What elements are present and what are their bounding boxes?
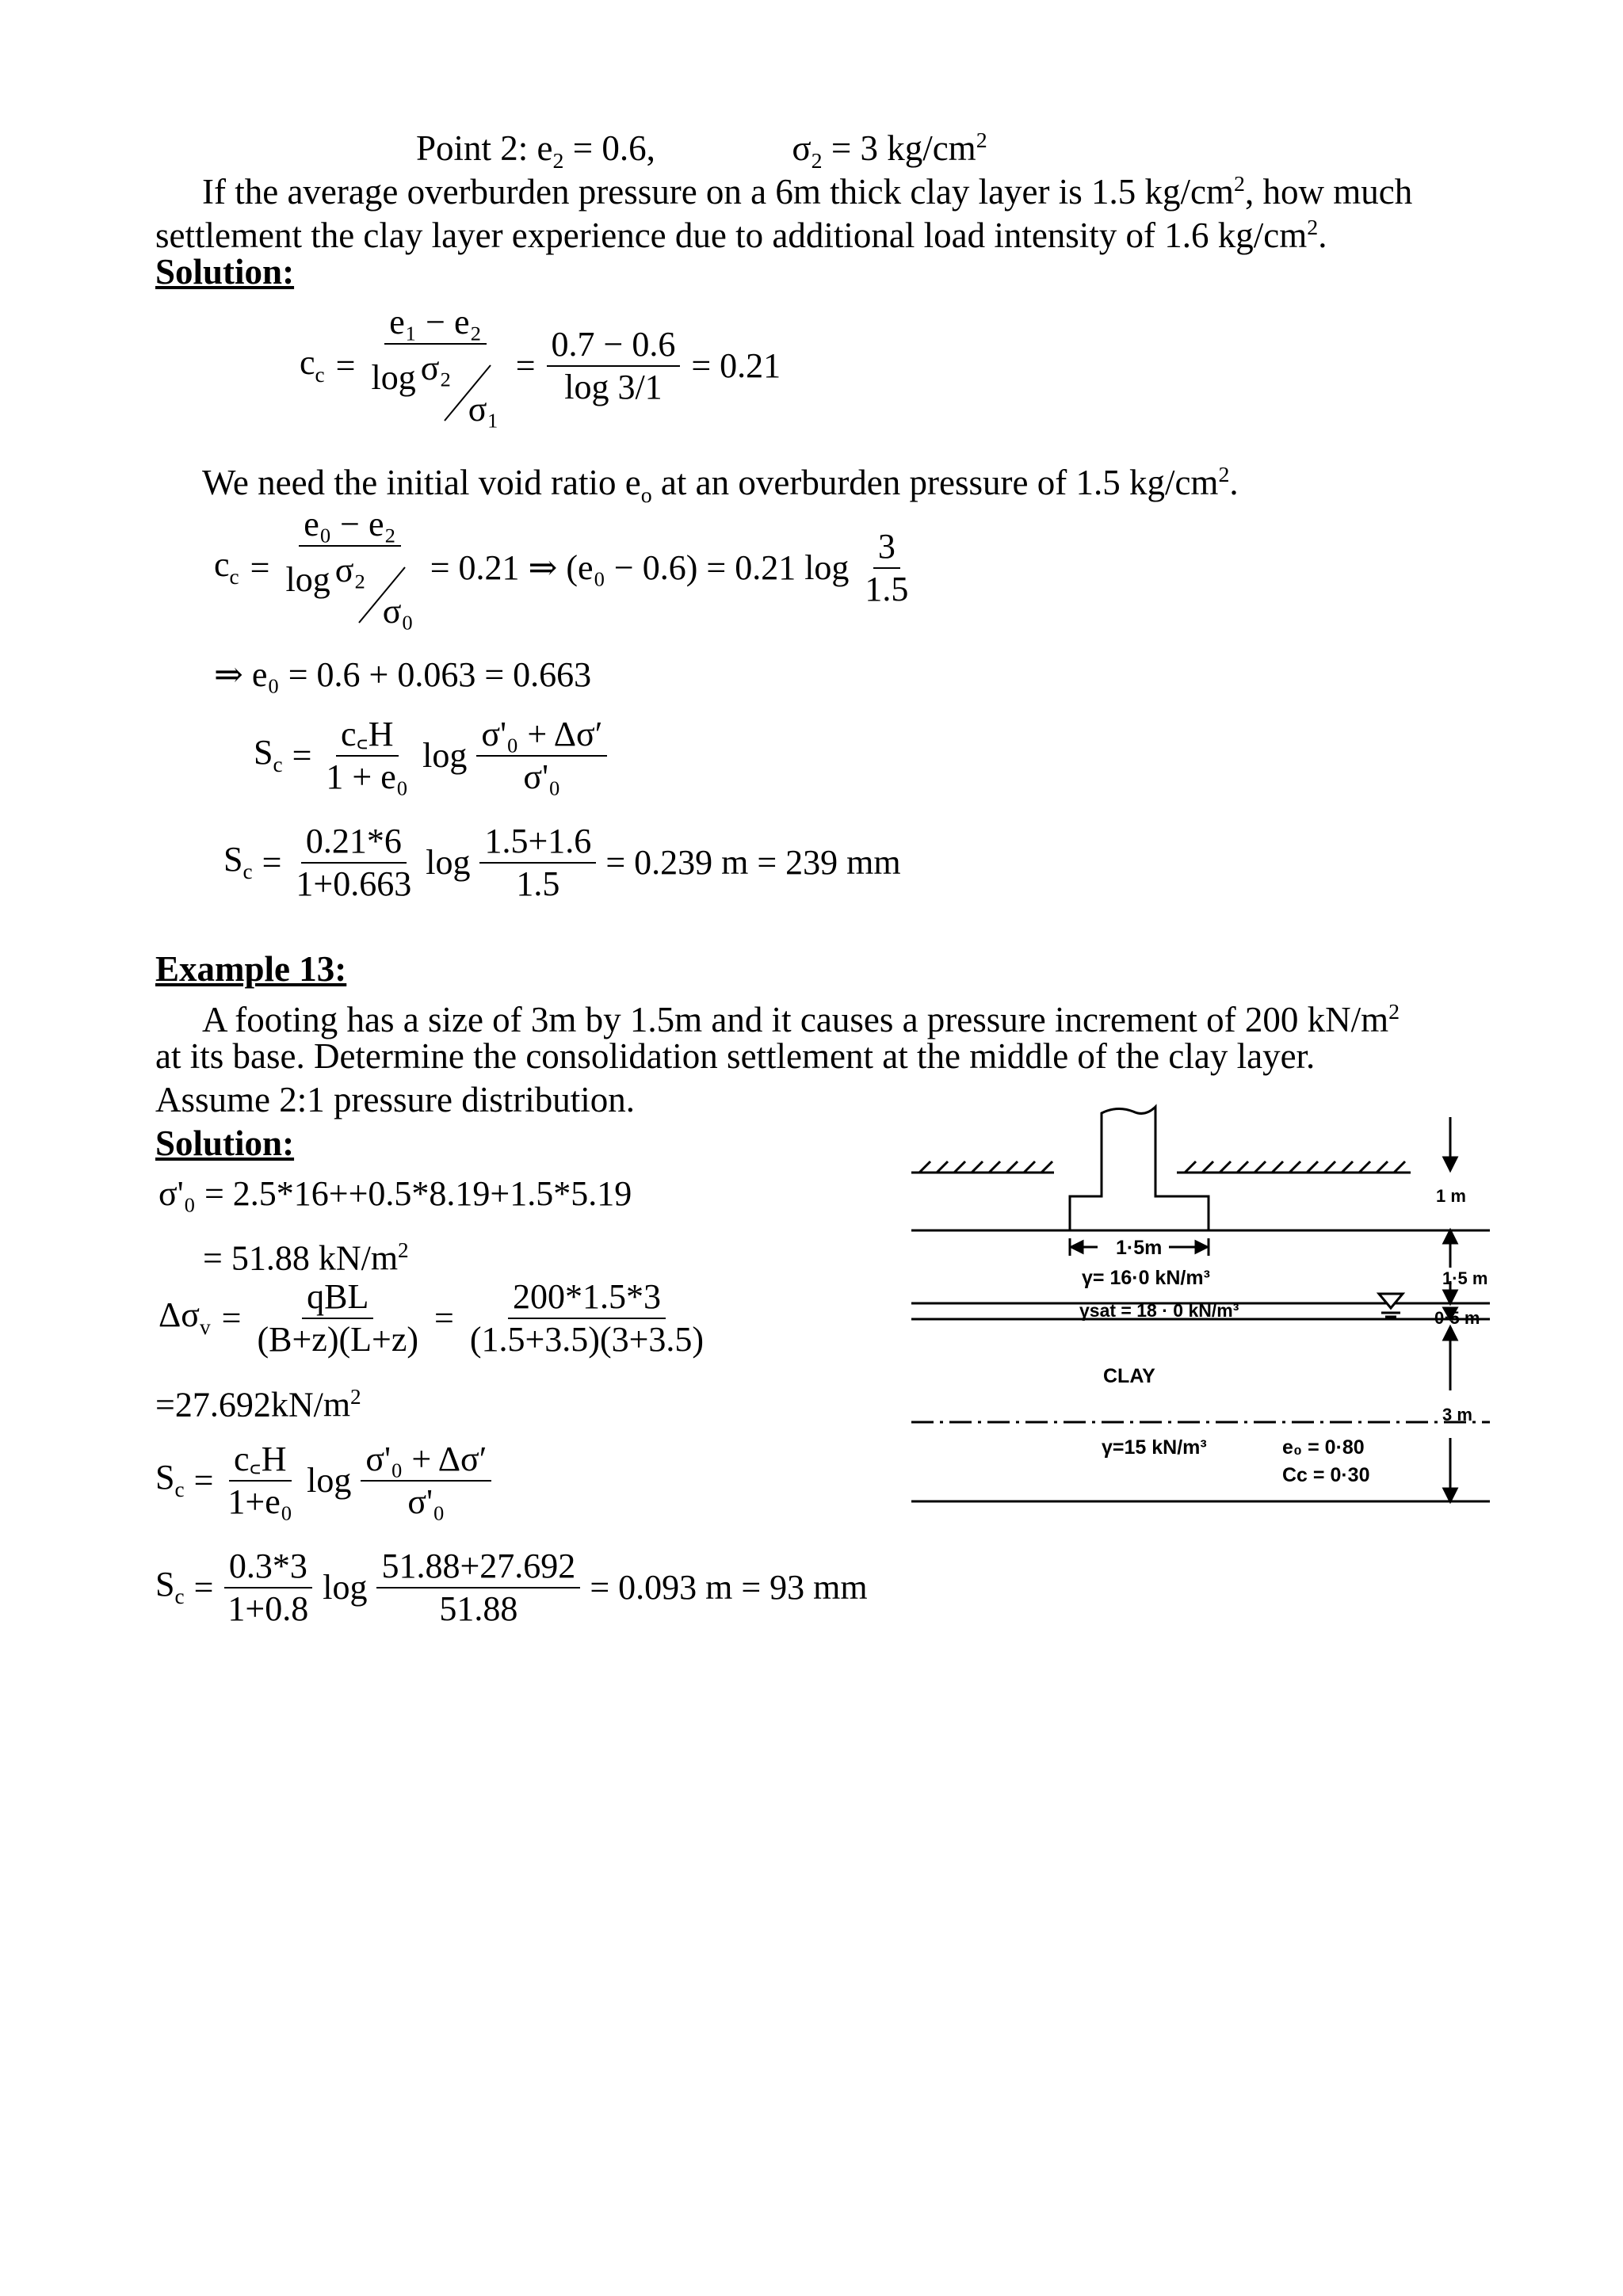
fraction-sc-c: $\frac{0.21*6}{1+0.663}$ (296, 822, 412, 903)
equation-e0: ⇒ e₀ = 0.6 + 0.063 = 0.663 (214, 655, 592, 694)
fraction-cc-values: $\frac{0.7 - 0.6}{\log 3/1}$ (547, 327, 681, 405)
solution-heading-2: Solution: (155, 1123, 295, 1163)
clay-label: CLAY (1103, 1365, 1155, 1387)
problem-line-2: settlement the clay layer experience due to additional load intensity of 1.6 $kg/cm^2$. (155, 215, 1327, 255)
soil-profile-figure (903, 1097, 1506, 1533)
example-13-heading: Example 13: (155, 949, 347, 989)
depth-label-1m: 1 m (1436, 1186, 1466, 1206)
depth-label-3m: 3 m (1442, 1405, 1472, 1425)
fraction-sc-g: $\frac{0.3*3}{1+0.8}$ (223, 1549, 313, 1627)
fraction-sc-a: $\frac{c꜀H}{\text{1 + e₀}}$ (326, 715, 409, 796)
equation-delta-sigma-result: $=27.692kN/m^2$ (155, 1385, 361, 1425)
equation-sc-general-2: $S_c$ = $\frac{c꜀H}{\text{1+e₀}}$ log $\frac{\text{σ'₀ + Δσ′}}{\text{σ'₀}}$ (155, 1442, 491, 1520)
fraction-cc: e₁ − e₂ log σ₂ σ₁ (371, 303, 499, 429)
depth-label-0-5m: 0·5 m (1434, 1308, 1480, 1328)
equation-cc: $c_c$ = e₁ − e₂ log σ₂ σ₁ = $\frac{0.7 - 0.6}{\log 3/1}$ = 0.21 (300, 303, 781, 429)
fraction-cc-initial: e₀ − e₂ log σ₂ σ₀ (285, 505, 414, 631)
gamma-top-layer: γ= 16·0 kN/m³ (1082, 1267, 1210, 1289)
footing-width-label: 1·5m (1116, 1237, 1163, 1259)
fraction-sc-e: $\frac{c꜀H}{\text{1+e₀}}$ (227, 1440, 293, 1521)
gamma-clay: γ=15 kN/m³ (1102, 1436, 1207, 1459)
point2-line: Point 2: $e_2 = 0.6$, $\sigma_2 = 3$ $kg/cm^2$ (416, 128, 987, 174)
fraction-ds-a: $\frac{\text{qBL}}{(B+z)(L+z)}$ (257, 1277, 419, 1359)
compression-index-label: Cc = 0·30 (1282, 1464, 1370, 1486)
ground-surface (911, 1161, 1411, 1173)
fraction-sc-f: $\frac{\text{σ'₀ + Δσ′}}{\text{σ'₀}}$ (361, 1442, 491, 1520)
fraction-log-ratio: $\frac{3}{1.5}$ (865, 526, 909, 608)
equation-sigma0-result: = 51.88 $kN/m^2$ (203, 1238, 409, 1278)
fraction-sc-b: $\frac{\text{σ'₀ + Δσ′}}{\text{σ'₀}}$ (476, 717, 607, 795)
problem-line-1: If the average overburden pressure on a 6m thick clay layer is 1.5 $kg/cm^2$, how much (202, 172, 1413, 212)
example-13-line-3: Assume 2:1 pressure distribution. (155, 1080, 635, 1119)
equation-cc-initial: $c_c$ = e₀ − e₂ log σ₂ σ₀ = 0.21 ⇒ (e₀ − 0.6) = 0.21 log $\frac{3}{1.5}$ (214, 507, 913, 628)
solution-heading-1: Solution: (155, 252, 295, 292)
equation-delta-sigma: $\Delta\sigma_v$ = $\frac{\text{qBL}}{(B+z)(L+z)}$ = $\frac{200*1.5*3}{(1.5+3.5)(3+3.5)}$ (158, 1280, 708, 1357)
equation-sigma0: σ'₀ = 2.5*16++0.5*8.19+1.5*5.19 (158, 1174, 632, 1213)
fraction-sc-d: $\frac{1.5+1.6}{1.5}$ (479, 824, 596, 902)
initial-void-line: We need the initial void ratio $e_o$ at an overburden pressure of 1.5 $kg/cm^2$. (202, 463, 1239, 508)
equation-sc-general-1: $S_c$ = $\frac{c꜀H}{\text{1 + e₀}}$ log $\frac{\text{σ'₀ + Δσ′}}{\text{σ'₀}}$ (254, 717, 607, 795)
equation-sc-values-1: $S_c$ = $\frac{0.21*6}{1+0.663}$ log $\frac{1.5+1.6}{1.5}$ = 0.239 m = 239 mm (223, 822, 901, 903)
fraction-sc-h: $\frac{51.88+27.692}{51.88}$ (376, 1549, 580, 1627)
equation-sc-values-2: $S_c$ = $\frac{0.3*3}{1+0.8}$ log $\frac{51.88+27.692}{51.88}$ = 0.093 m = 93 mm (155, 1547, 868, 1628)
example-13-line-2: at its base. Determine the consolidation settlement at the middle of the clay layer. (155, 1036, 1316, 1076)
example-13-line-1: A footing has a size of 3m by 1.5m and it causes a pressure increment of 200 $kN/m^2$ (202, 1000, 1400, 1039)
void-ratio-label: e₀ = 0·80 (1282, 1436, 1365, 1459)
depth-label-1-5m: 1·5 m (1442, 1268, 1488, 1288)
fraction-ds-b: $\frac{200*1.5*3}{(1.5+3.5)(3+3.5)}$ (469, 1277, 705, 1359)
water-table-icon (1379, 1294, 1403, 1317)
gamma-sat-layer: γsat = 18 · 0 kN/m³ (1079, 1300, 1239, 1321)
